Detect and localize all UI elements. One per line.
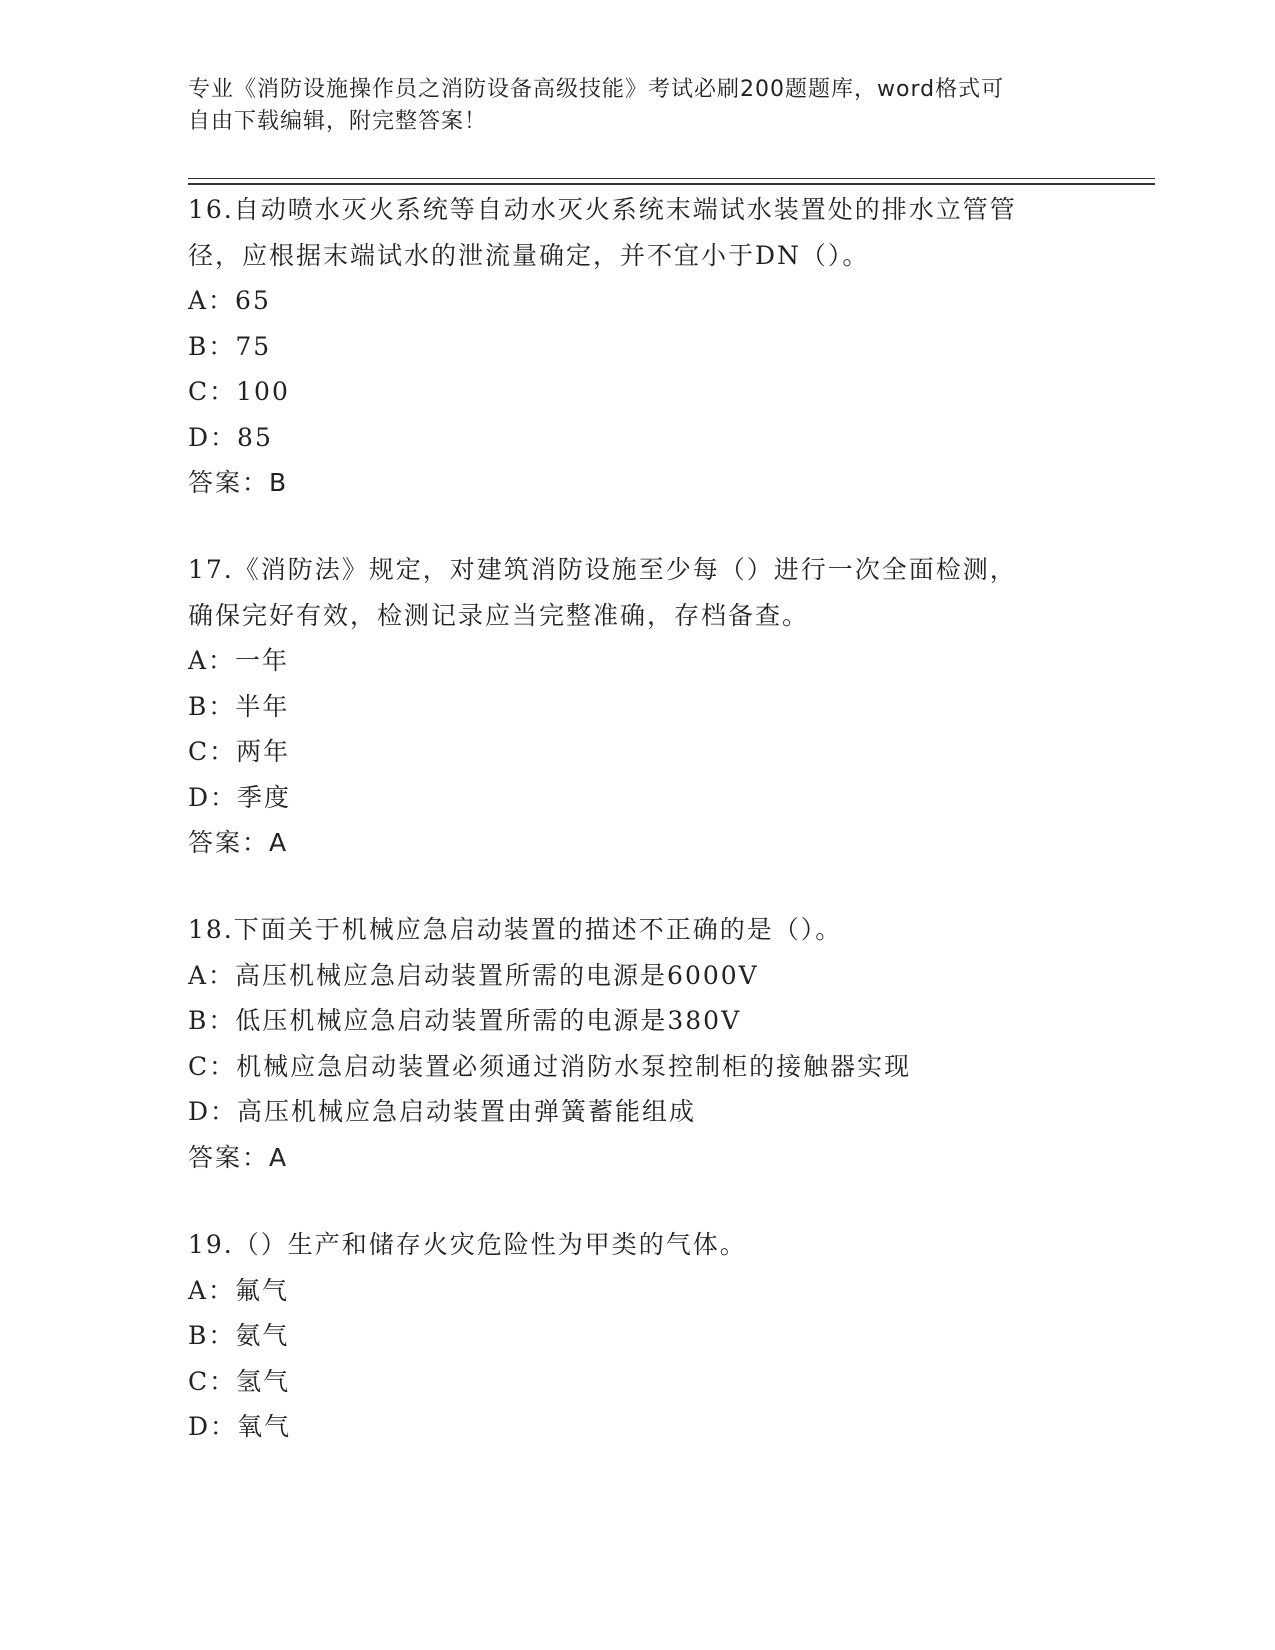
option-c: C：氢气 <box>188 1366 291 1396</box>
answer: 答案：A <box>188 828 289 857</box>
option-a: A：高压机械应急启动装置所需的电源是6000V <box>188 960 759 990</box>
question-19 <box>188 1222 1088 1450</box>
question-stem-line-1: 16.自动喷水灭火系统等自动水灭火系统末端试水装置处的排水立管管 <box>188 195 1017 224</box>
question-16 <box>188 187 1088 506</box>
option-a: A：氟气 <box>188 1275 290 1305</box>
option-d: D：季度 <box>188 782 292 812</box>
question-18 <box>188 907 1088 1180</box>
option-d: D：氧气 <box>188 1412 292 1441</box>
option-c: C：两年 <box>188 737 291 766</box>
document-header <box>188 74 1068 138</box>
question-stem-line-2: 径，应根据末端试水的泄流量确定，并不宜小于DN（）。 <box>188 240 870 270</box>
question-stem-line-1: 18.下面关于机械应急启动装置的描述不正确的是（）。 <box>188 915 843 944</box>
option-c: C：机械应急启动装置必须通过消防水泵控制柜的接触器实现 <box>188 1051 912 1081</box>
option-b: B：氨气 <box>188 1321 290 1350</box>
option-b: B：75 <box>188 331 272 361</box>
header-line-1: 专业《消防设施操作员之消防设备高级技能》考试必刷200题题库，word格式可 <box>188 77 1005 102</box>
header-line-2: 自由下载编辑，附完整答案！ <box>188 109 488 134</box>
question-stem-line-1: 19.（）生产和储存火灾危险性为甲类的气体。 <box>188 1230 747 1259</box>
option-a: A：65 <box>188 286 271 315</box>
option-b: B：半年 <box>188 691 290 721</box>
answer: 答案：A <box>188 1142 289 1172</box>
question-17 <box>188 547 1088 866</box>
option-d: D：高压机械应急启动装置由弹簧蓄能组成 <box>188 1097 697 1126</box>
header-divider-thick <box>188 183 1155 185</box>
option-b: B：低压机械应急启动装置所需的电源是380V <box>188 1006 742 1035</box>
option-c: C：100 <box>188 377 290 406</box>
option-d: D：85 <box>188 422 273 452</box>
question-stem-line-1: 17.《消防法》规定，对建筑消防设施至少每（）进行一次全面检测， <box>188 555 1017 584</box>
option-a: A：一年 <box>188 646 290 675</box>
question-stem-line-2: 确保完好有效，检测记录应当完整准确，存档备查。 <box>188 600 810 630</box>
answer: 答案：B <box>188 468 289 497</box>
header-divider-thin <box>188 178 1155 179</box>
